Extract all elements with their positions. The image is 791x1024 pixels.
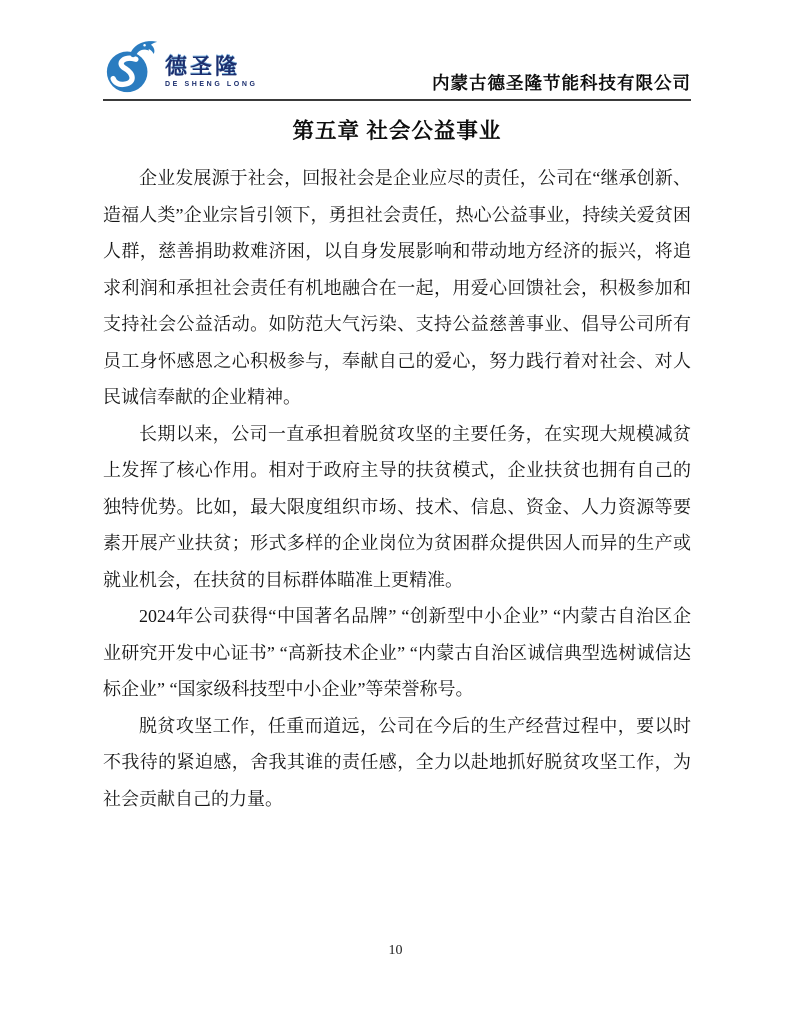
dragon-s-logo-icon — [103, 38, 161, 96]
company-logo — [103, 38, 258, 96]
paragraph-3: 2024年公司获得“中国著名品牌” “创新型中小企业” “内蒙古自治区企业研究开发中心证书” “高新技术企业” “内蒙古自治区诚信典型选树诚信达标企业” “国家级科技型中小企业”等荣誉称号。 — [103, 606, 691, 699]
paragraph-2: 长期以来，公司一直承担着脱贫攻坚的主要任务，在实现大规模减贫上发挥了核心作用。相对于政府主导的扶贫模式，企业扶贫也拥有自己的独特优势。比如，最大限度组织市场、技术、信息、资金、人力资源等要素开展产业扶贫；形式多样的企业岗位为贫困群众提供因人而异的生产或就业机会，在扶贫的目标群体瞄准上更精准。 — [103, 423, 691, 590]
logo-name-cn: 德圣隆 — [165, 54, 241, 79]
company-name: 内蒙古德圣隆节能科技有限公司 — [432, 73, 691, 93]
page-number: 10 — [388, 943, 403, 958]
document-body — [103, 160, 691, 817]
logo-name-en: DE SHENG LONG — [165, 81, 258, 88]
logo-wordmark — [165, 56, 258, 88]
chapter-title: 第五章 社会公益事业 — [292, 119, 502, 143]
paragraph-1: 企业发展源于社会，回报社会是企业应尽的责任，公司在“继承创新、造福人类”企业宗旨引领下，勇担社会责任，热心公益事业，持续关爱贫困人群，慈善捐助救难济困，以自身发展影响和带动地方经济的振兴，将追求利润和承担社会责任有机地融合在一起，用爱心回馈社会，积极参加和支持社会公益活动。如防范大气污染、支持公益慈善事业、倡导公司所有员工身怀感恩之心积极参与，奉献自己的爱心，努力践行着对社会、对人民诚信奉献的企业精神。 — [103, 168, 691, 407]
paragraph-4: 脱贫攻坚工作，任重而道远，公司在今后的生产经营过程中，要以时不我待的紧迫感，舍我其谁的责任感，全力以赴地抓好脱贫攻坚工作，为社会贡献自己的力量。 — [103, 715, 691, 809]
page-header — [103, 38, 691, 101]
